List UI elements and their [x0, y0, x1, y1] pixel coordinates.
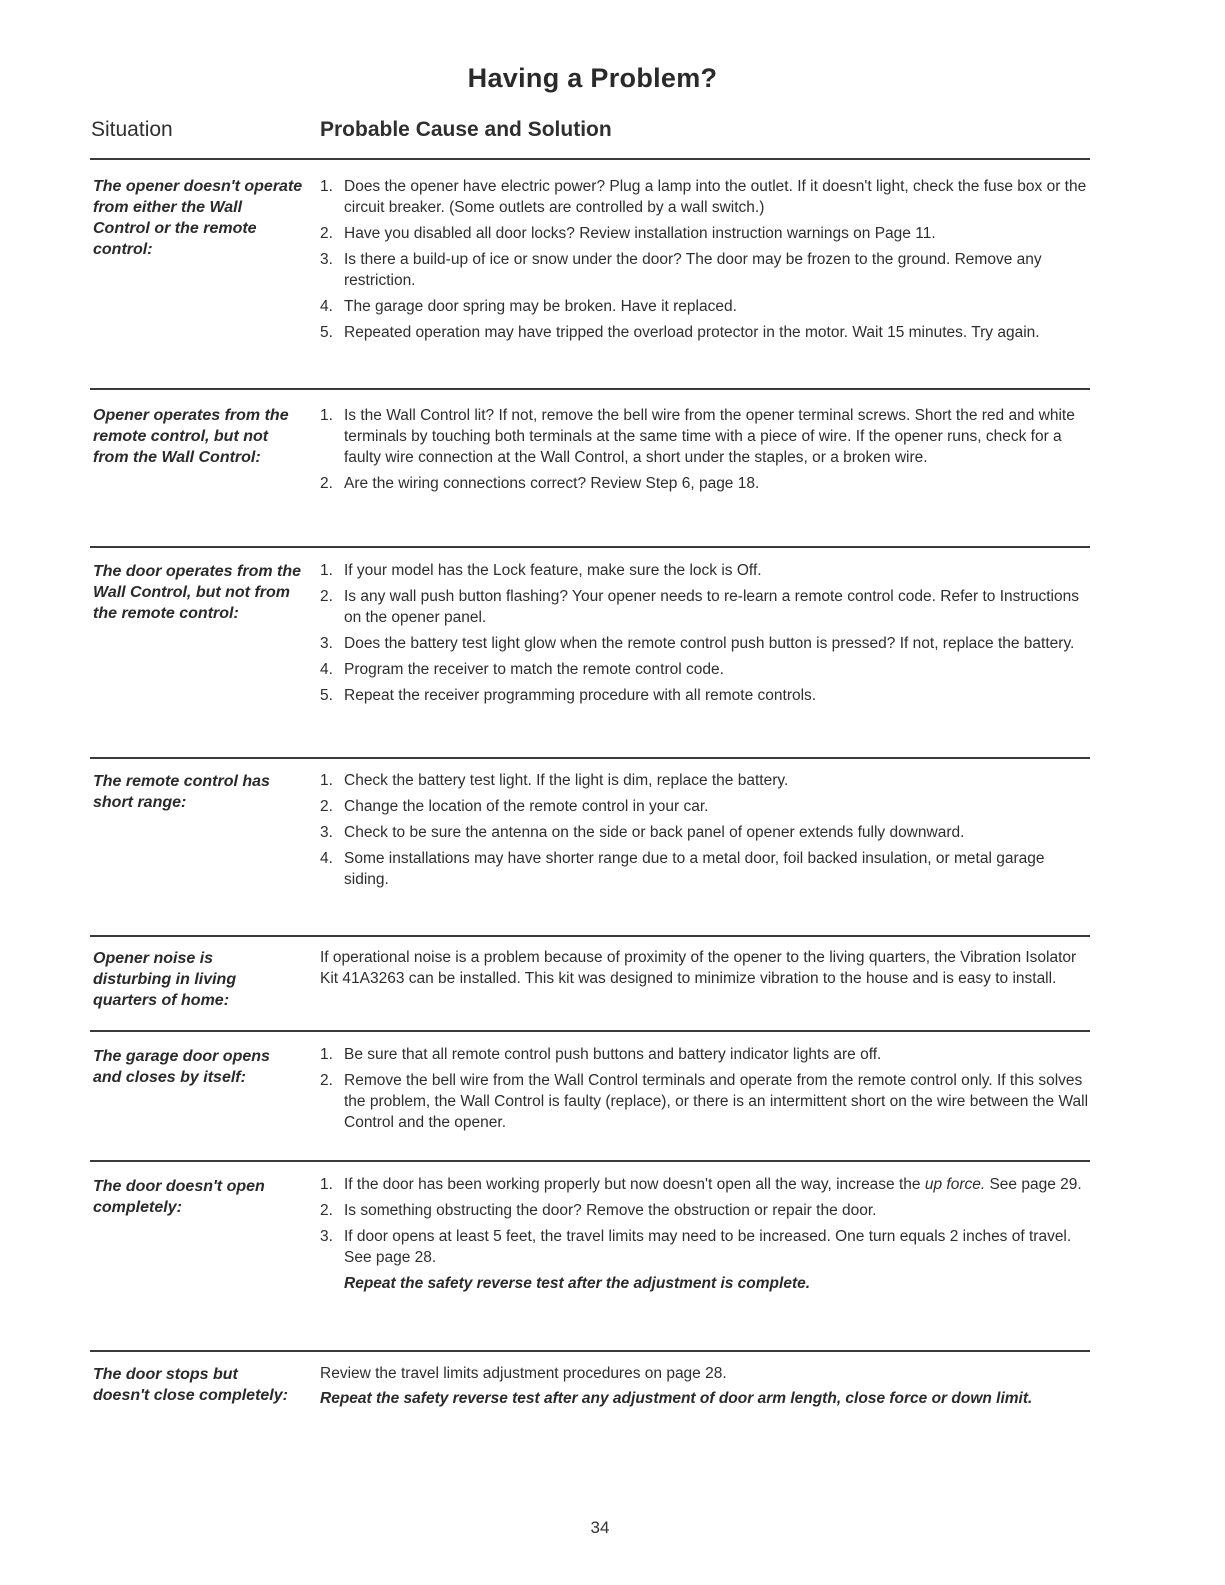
item-text: Check the battery test light. If the light is dim, replace the battery.: [344, 772, 789, 789]
solution-block: [320, 1363, 1090, 1409]
item-text: The garage door spring may be broken. Have it replaced.: [344, 298, 737, 315]
item-number: 5.: [320, 324, 333, 341]
item-number: 1.: [320, 772, 333, 789]
page-number: 34: [590, 1518, 610, 1537]
item-text: Change the location of the remote control in your car.: [344, 798, 709, 815]
safety-warning: Repeat the safety reverse test after the adjustment is complete.: [344, 1275, 811, 1292]
item-text: Are the wiring connections correct? Review Step 6, page 18.: [344, 475, 760, 492]
solution-paragraph: If operational noise is a problem because of proximity of the opener to the living quarters, the Vibration Isolator Kit 41A3263 can be installed. This kit was designed to minimize vibration to the house and is easy to install.: [320, 949, 1077, 987]
divider: [90, 757, 1090, 759]
item-number: 2.: [320, 588, 333, 605]
divider: [90, 1160, 1090, 1162]
solution-paragraph: Review the travel limits adjustment procedures on page 28.: [320, 1365, 727, 1382]
divider: [90, 935, 1090, 937]
item-number: 2.: [320, 225, 333, 242]
situation-text: The garage door opens and closes by itself:: [93, 1048, 270, 1086]
list-item: [320, 1174, 1090, 1195]
item-number: 1.: [320, 178, 333, 195]
item-text-italic: up force.: [924, 1176, 986, 1193]
solution-list: [320, 560, 1090, 711]
item-number: 2.: [320, 475, 333, 492]
situation-text: Opener noise is disturbing in living quarters of home:: [93, 950, 237, 1009]
situation-text: The door operates from the Wall Control, but not from the remote control:: [93, 563, 302, 622]
situation-text: The door doesn't open completely:: [93, 1178, 265, 1216]
situation-text: The door stops but doesn't close completely:: [93, 1366, 288, 1404]
solution-list: [320, 1044, 1090, 1138]
divider: [90, 546, 1090, 548]
item-text: Does the battery test light glow when the remote control push button is pressed? If not, replace the battery.: [344, 635, 1075, 652]
list-item: [320, 322, 1090, 343]
list-item: [320, 659, 1090, 680]
item-number: 5.: [320, 687, 333, 704]
item-number: 3.: [320, 635, 333, 652]
situation-text: Opener operates from the remote control, but not from the Wall Control:: [93, 407, 289, 466]
item-text: Is any wall push button flashing? Your opener needs to re-learn a remote control code. Refer to Instructions on the opener panel.: [344, 588, 1079, 626]
list-item: [320, 560, 1090, 581]
item-text: Have you disabled all door locks? Review installation instruction warnings on Page 11.: [344, 225, 936, 242]
list-item: [320, 1044, 1090, 1065]
safety-warning: Repeat the safety reverse test after any adjustment of door arm length, close force or down limit.: [320, 1390, 1033, 1407]
item-text: If your model has the Lock feature, make sure the lock is Off.: [344, 562, 762, 579]
list-item: [320, 586, 1090, 628]
divider: [90, 1350, 1090, 1352]
item-text: If door opens at least 5 feet, the travel limits may need to be increased. One turn equals 2 inches of travel. See page 28.: [344, 1228, 1072, 1266]
column-header-cause: Probable Cause and Solution: [320, 118, 612, 141]
list-item: [320, 1273, 1090, 1294]
item-number: 4.: [320, 850, 333, 867]
item-text: Remove the bell wire from the Wall Control terminals and operate from the remote control only. If this solves the problem, the Wall Control is faulty (replace), or there is an intermittent short on the wire between the Wall Control and the opener.: [344, 1072, 1089, 1131]
list-item: [320, 633, 1090, 654]
list-item: [320, 176, 1090, 218]
list-item: [320, 1070, 1090, 1133]
solution-list: [320, 770, 1090, 895]
list-item: [320, 822, 1090, 843]
list-item: [320, 1200, 1090, 1221]
solution-list: [320, 1174, 1090, 1299]
situation-text: The remote control has short range:: [93, 773, 270, 811]
item-text: Be sure that all remote control push buttons and battery indicator lights are off.: [344, 1046, 882, 1063]
list-item: [320, 685, 1090, 706]
divider: [90, 1030, 1090, 1032]
divider: [90, 158, 1090, 160]
column-header-situation: Situation: [91, 118, 173, 141]
item-number: 2.: [320, 798, 333, 815]
item-number: 3.: [320, 1228, 333, 1245]
item-number: 2.: [320, 1072, 333, 1089]
item-text: Is something obstructing the door? Remove the obstruction or repair the door.: [344, 1202, 877, 1219]
item-text-after: See page 29.: [985, 1176, 1082, 1193]
item-text-before: If the door has been working properly but now doesn't open all the way, increase the: [344, 1176, 925, 1193]
solution-list: [320, 405, 1090, 499]
item-number: 2.: [320, 1202, 333, 1219]
item-text: Program the receiver to match the remote control code.: [344, 661, 724, 678]
item-number: 1.: [320, 407, 333, 424]
list-item: [320, 249, 1090, 291]
item-number: 4.: [320, 298, 333, 315]
item-number: 4.: [320, 661, 333, 678]
solution-list: [320, 176, 1090, 348]
item-number: 1.: [320, 1176, 333, 1193]
item-number: 3.: [320, 824, 333, 841]
item-text: Is the Wall Control lit? If not, remove the bell wire from the opener terminal screws. Short the red and white terminals by touching both terminals at the same time with a piece of wire. If the opener runs, check for a faulty wire connection at the Wall Control, a short under the staples, or a broken wire.: [344, 407, 1075, 466]
item-text: Some installations may have shorter range due to a metal door, foil backed insulation, or metal garage siding.: [344, 850, 1045, 888]
item-text: Check to be sure the antenna on the side or back panel of opener extends fully downward.: [344, 824, 965, 841]
item-text: Repeat the receiver programming procedure with all remote controls.: [344, 687, 817, 704]
list-item: [320, 223, 1090, 244]
item-text: Does the opener have electric power? Plug a lamp into the outlet. If it doesn't light, check the fuse box or the circuit breaker. (Some outlets are controlled by a wall switch.): [344, 178, 1087, 216]
page-title: Having a Problem?: [467, 63, 718, 93]
list-item: [320, 473, 1090, 494]
situation-text: The opener doesn't operate from either the Wall Control or the remote control:: [93, 178, 303, 258]
list-item: [320, 848, 1090, 890]
divider: [90, 388, 1090, 390]
item-text: Is there a build-up of ice or snow under the door? The door may be frozen to the ground. Remove any restriction.: [344, 251, 1042, 289]
list-item: [320, 770, 1090, 791]
item-number: 1.: [320, 562, 333, 579]
item-number: 3.: [320, 251, 333, 268]
list-item: [320, 796, 1090, 817]
item-text: Repeated operation may have tripped the overload protector in the motor. Wait 15 minutes. Try again.: [344, 324, 1040, 341]
item-number: 1.: [320, 1046, 333, 1063]
list-item: [320, 1226, 1090, 1268]
list-item: [320, 405, 1090, 468]
list-item: [320, 296, 1090, 317]
